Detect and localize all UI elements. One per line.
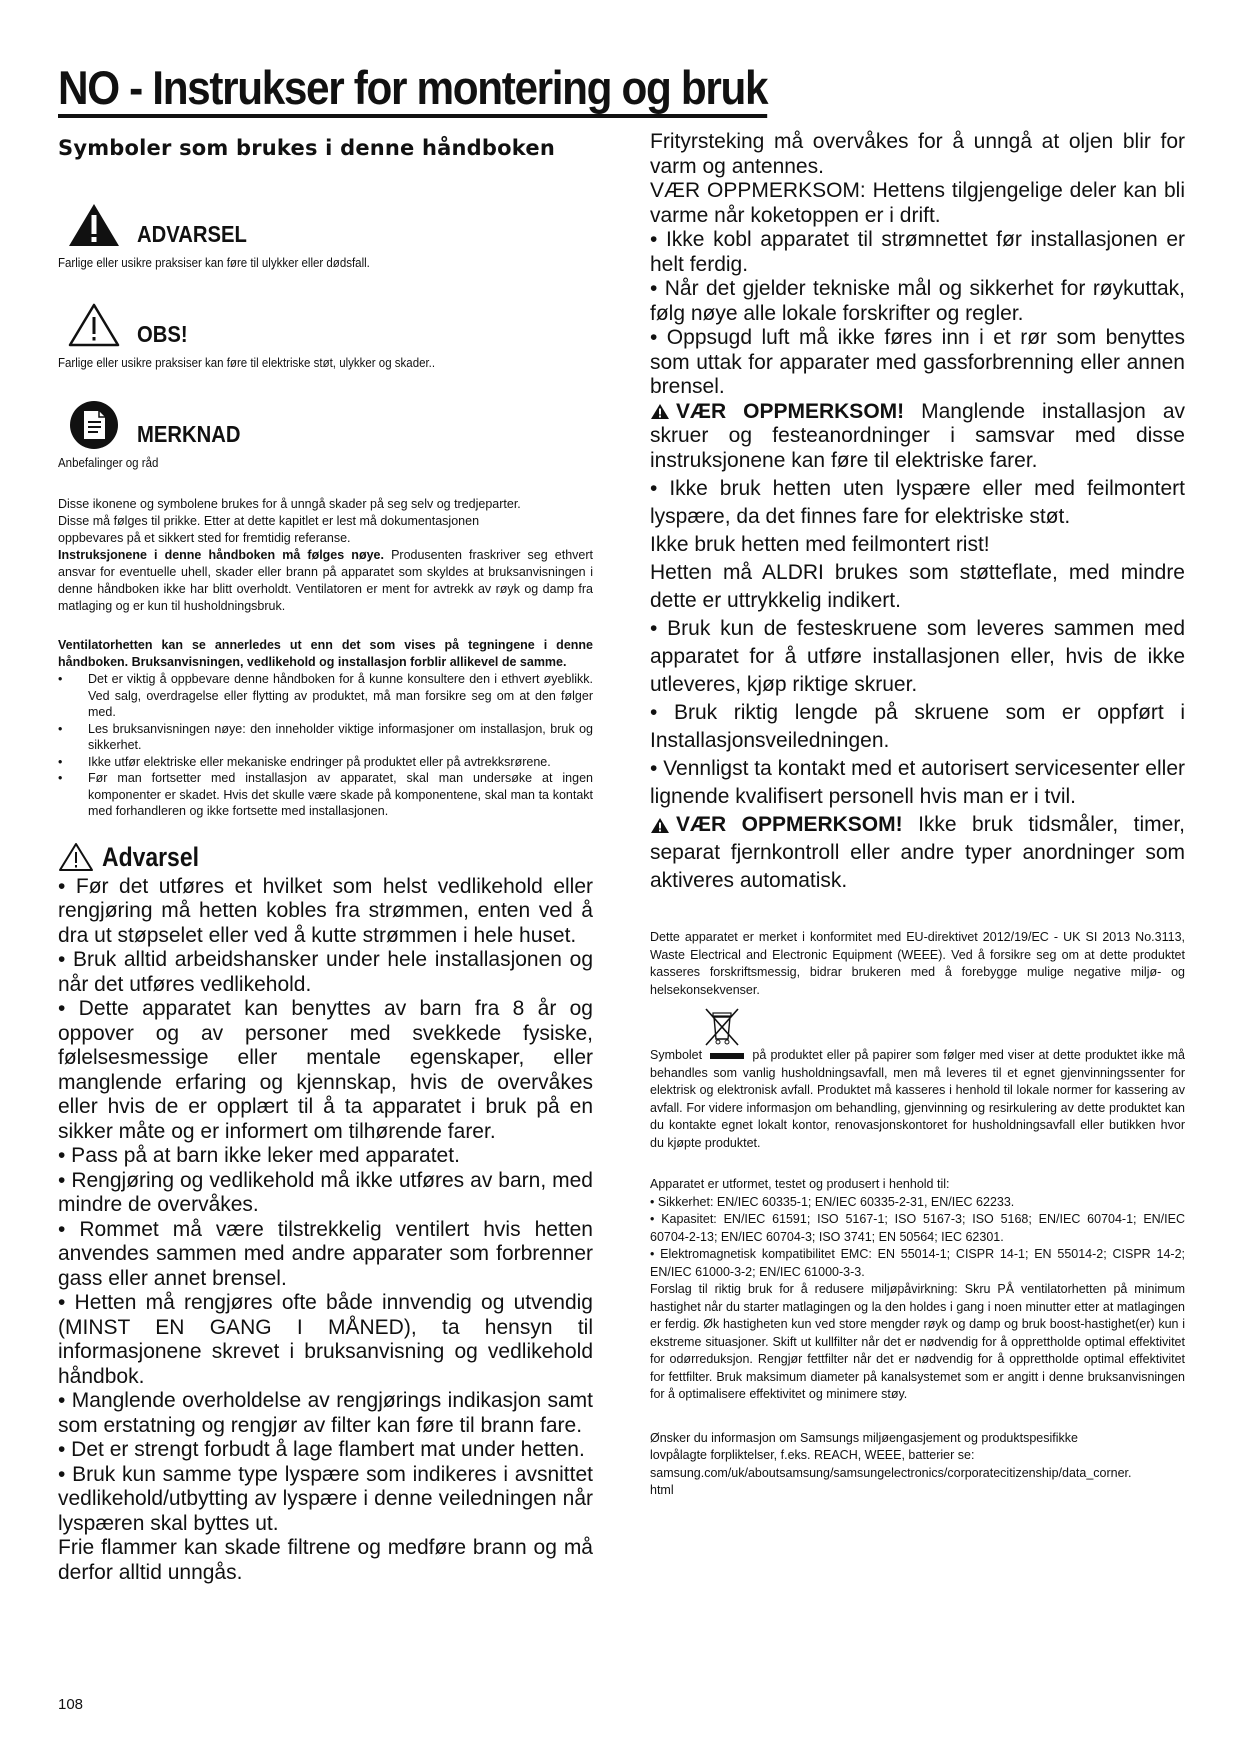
advarsel-text xyxy=(58,875,593,1586)
warning-triangle-filled-icon xyxy=(650,403,670,420)
standards-line: • Sikkerhet: EN/IEC 60335-1; EN/IEC 60335-2-31, EN/IEC 62233. xyxy=(650,1194,1015,1209)
right-item: • Vennligst ta kontakt med et autorisert servicesenter eller lignende kvalifisert personell hvis man er i tvil. xyxy=(650,757,1185,808)
weee-bar-icon xyxy=(710,1053,744,1059)
advarsel-item: Frie flammer kan skade filtrene og medføre brann og må derfor alltid unngås. xyxy=(58,1536,593,1584)
bullet-list xyxy=(58,671,593,820)
instructions-bold: Instruksjonene i denne håndboken må følges nøye. xyxy=(58,548,384,562)
advarsel-item: • Rengjøring og vedlikehold må ikke utføres av barn, med mindre de overvåkes. xyxy=(58,1168,593,1216)
hood-note: Ventilatorhetten kan se annerledes ut enn det som vises på tegningene i denne håndboken. Bruksanvisningen, vedlikehold og installasjon forblir allikevel de samme. xyxy=(58,638,593,669)
instructions-rest: Produsenten fraskriver seg ethvert ansvar for eventuelle uhell, skader eller brann på apparatet som skyldes at bruksanvisningen i denne håndboken ikke har blitt overholdt. Ventilatoren er ment for avtrekk av røyk og damp fra matlaging og er kun til husholdningsbruk. xyxy=(58,548,593,613)
symbol-paragraph xyxy=(650,1047,1185,1152)
right-item: • Ikke kobl apparatet til strømnettet før installasjonen er helt ferdig. xyxy=(650,228,1185,276)
right-item: VÆR OPPMERKSOM: Hettens tilgjengelige deler kan bli varme når koketoppen er i drift. xyxy=(650,179,1185,227)
right-text-a xyxy=(650,130,1185,473)
advarsel-item: • Det er strengt forbudt å lage flambert mat under hetten. xyxy=(58,1438,585,1461)
right-item: Hetten må ALDRI brukes som støtteflate, med mindre dette er uttrykkelig indikert. xyxy=(650,561,1185,612)
page-number: 108 xyxy=(58,1696,84,1713)
advarsel-item: • Dette apparatet kan benyttes av barn fra 8 år og oppover og av personer med svekkede fysiske, følelsesmessige eller mentale egenskaper, eller manglende erfaring og kjennskap, hvis de overvåkes eller hvis de er opplært til å ta apparatet i bruk på en sikker måte og er informert om tilhørende farer. xyxy=(58,997,593,1143)
attention-text: Manglende installasjon av skruer og festeanordninger i samsvar med disse instruksjonene kan føre til elektriske farer. xyxy=(650,399,1185,472)
intro-text xyxy=(58,496,593,547)
symbol-word: Symbolet xyxy=(650,1048,703,1062)
right-item: Frityrsteking må overvåkes for å unngå at oljen blir for varm og antennes. xyxy=(650,130,1185,178)
samsung-link-end: html xyxy=(650,1483,674,1497)
instructions-paragraph xyxy=(58,547,593,615)
symbol-merknad xyxy=(58,396,593,470)
page-title: NO - Instrukser for montering og bruk xyxy=(58,62,767,118)
right-text-b xyxy=(650,475,1185,895)
standards-line: Forslag til riktig bruk for å redusere miljøpåvirkning: Skru PÅ ventilatorhetten på minimum hastighet når du starter matlagingen og la den holdes i gang i noen minutter etter at matlagingen er ferdig. Øk hastigheten kun ved store mengder røyk og damp og bruk boost-hastighet(er) kun i ekstreme situasjoner. Skift ut kullfilter når det er nødvendig for å opprettholde optimal effektivitet for odørreduksjon. Rengjør fettfilter når det er nødvendig for å opprettholde optimal effektivitet for fettfilter. Bruk maksimum diameter på kanalsystemet som er angitt i denne bruksanvisningen for å optimalisere effektivitet og minimere støy. xyxy=(650,1282,1185,1401)
warning-triangle-outline-icon xyxy=(66,300,122,350)
symbol-title: ADVARSEL xyxy=(137,220,247,247)
attention-label: VÆR OPPMERKSOM! xyxy=(676,813,903,836)
samsung-line: lovpålagte forpliktelser, f.eks. REACH, WEEE, batterier se: xyxy=(650,1448,975,1462)
document-note-icon xyxy=(66,400,122,450)
warning-triangle-filled-icon xyxy=(650,817,670,834)
advarsel-item: • Hetten må rengjøres ofte både innvendig og utvendig (MINST EN GANG I MÅNED), ta hensyn til informasjonene skrevet i bruksanvisning og vedlikehold håndbok. xyxy=(58,1291,593,1388)
advarsel-title: Advarsel xyxy=(102,841,199,872)
attention-paragraph xyxy=(650,811,1185,895)
right-item: • Når det gjelder tekniske mål og sikkerhet for røykuttak, følg nøye alle lokale forskrifter og regler. xyxy=(650,277,1185,325)
intro-line: Disse må følges til prikke. Etter at dette kapitlet er lest må dokumentasjonen xyxy=(58,514,480,528)
samsung-info xyxy=(650,1430,1185,1500)
standards-line: Apparatet er utformet, testet og produsert i henhold til: xyxy=(650,1177,950,1191)
right-item: Ikke bruk hetten med feilmontert rist! xyxy=(650,533,990,556)
list-item: • Les bruksanvisningen nøye: den inneholder viktige informasjoner om installasjon, bruk og sikkerhet. xyxy=(58,721,593,752)
attention-label: VÆR OPPMERKSOM! xyxy=(676,399,905,423)
samsung-line: Ønsker du informasjon om Samsungs miljøengasjement og produktspesifikke xyxy=(650,1430,1078,1445)
intro-line: Disse ikonene og symbolene brukes for å unngå skader på seg selv og tredjeparter. xyxy=(58,497,521,511)
attention-text: Ikke bruk tidsmåler, timer, separat fjernkontroll eller andre typer anordninger som aktiveres automatisk. xyxy=(650,813,1186,892)
weee-text: Dette apparatet er merket i konformitet med EU-direktivet 2012/19/EC - UK SI 2013 No.3113, Waste Electrical and Electronic Equipment (WEEE). Ved å forsikre seg om at dette produktet kasseres forskriftsmessig, bidrar brukeren med å forebygge mulige negative miljø- og helsekonsekvenser. xyxy=(650,930,1185,997)
samsung-link[interactable]: samsung.com/uk/aboutsamsung/samsungelectronics/corporatecitizenship/data_corner. xyxy=(650,1465,1132,1480)
right-column xyxy=(650,130,1185,1500)
advarsel-item: • Bruk alltid arbeidshansker under hele installasjonen og når det utføres vedlikehold. xyxy=(58,948,593,996)
right-item: • Bruk riktig lengde på skruene som er oppført i Installasjonsveiledningen. xyxy=(650,701,1185,752)
left-column xyxy=(58,136,593,1585)
standards-line: • Elektromagnetisk kompatibilitet EMC: EN 55014-1; CISPR 14-1; EN 55014-2; CISPR 14-2; EN/IEC 61000-3-2; EN/IEC 61000-3-3. xyxy=(650,1247,1185,1279)
attention-paragraph xyxy=(650,400,1185,474)
list-item: • Før man fortsetter med installasjon av apparatet, skal man undersøke at ingen komponenter er skadet. Hvis det skulle være skade på komponentene, skal man ta kontakt med forhandleren og ikke fortsette med installasjonen. xyxy=(58,771,593,818)
standards-text xyxy=(650,1176,1185,1404)
right-item: • Bruk kun de festeskruene som leveres sammen med apparatet for å utføre installasjonen eller, hvis de ikke utleveres, kjøp riktige skruer. xyxy=(650,617,1185,696)
advarsel-item: • Før det utføres et hvilket som helst vedlikehold eller rengjøring må hetten kobles fra strømmen, enten ved å dra ut støpselet eller ved å kutte strømmen i hele huset. xyxy=(58,874,593,947)
advarsel-item: • Manglende overholdelse av rengjørings indikasjon samt som erstatning og rengjør av filter kan føre til brann fare. xyxy=(58,1389,593,1437)
symbols-heading: Symboler som brukes i denne håndboken xyxy=(58,136,555,160)
advarsel-heading xyxy=(58,842,593,873)
warning-triangle-outline-icon xyxy=(58,842,94,872)
intro-line: oppbevares på et sikkert sted for fremtidig referanse. xyxy=(58,531,351,545)
symbol-desc: Farlige eller usikre praksiser kan føre til elektriske støt, ulykker og skader.. xyxy=(58,356,436,370)
symbol-advarsel xyxy=(58,196,593,270)
symbol-rest: på produktet eller på papirer som følger med viser at dette produktet ikke må behandles som vanlig husholdningsavfall, men må leveres til et egnet gjenvinningssenter for elektrisk og elektronisk avfall. Produktet må kasseres i henhold til lokale normer for kassering av avfall. For videre informasjon om behandling, gjenvinning og resirkulering av dette produktet kan du kontakte egnet lokalt kontor, renovasjonskontoret for husholdningsavfall eller butikken hvor du kjøpte produktet. xyxy=(650,1048,1185,1150)
list-item: • Det er viktig å oppbevare denne håndboken for å kunne konsultere den i ethvert øyeblikk. Ved salg, overdragelse eller flytting av produktet, må man forsikre seg om at den følger med. xyxy=(58,672,593,719)
symbol-title: OBS! xyxy=(137,320,188,347)
right-item: • Oppsugd luft må ikke føres inn i et rør som benyttes som uttak for apparater med gassforbrenning eller annen brensel. xyxy=(650,326,1185,398)
advarsel-item: • Pass på at barn ikke leker med apparatet. xyxy=(58,1144,460,1167)
symbol-title: MERKNAD xyxy=(137,420,241,447)
weee-bin-icon xyxy=(702,1005,1185,1047)
symbol-desc: Farlige eller usikre praksiser kan føre til ulykker eller dødsfall. xyxy=(58,256,370,270)
symbol-desc: Anbefalinger og råd xyxy=(58,456,159,470)
right-item: • Ikke bruk hetten uten lyspære eller med feilmontert lyspære, da det finnes fare for elektriske støt. xyxy=(650,477,1185,528)
symbol-obs xyxy=(58,296,593,370)
warning-triangle-filled-icon xyxy=(66,200,122,250)
list-item: • Ikke utfør elektriske eller mekaniske endringer på produktet eller på avtrekksrørene. xyxy=(58,754,551,769)
advarsel-item: • Rommet må være tilstrekkelig ventilert hvis hetten anvendes sammen med andre apparater som forbrenner gass eller annet brensel. xyxy=(58,1217,593,1290)
advarsel-item: • Bruk kun samme type lyspære som indikeres i avsnittet vedlikehold/utbytting av lyspære i denne veiledningen når lyspæren skal byttes ut. xyxy=(58,1462,593,1535)
standards-line: • Kapasitet: EN/IEC 61591; ISO 5167-1; ISO 5167-3; ISO 5168; EN/IEC 60704-1; EN/IEC 60704-2-13; EN/IEC 60704-3; ISO 3741; EN 50564; IEC 62301. xyxy=(650,1212,1185,1244)
